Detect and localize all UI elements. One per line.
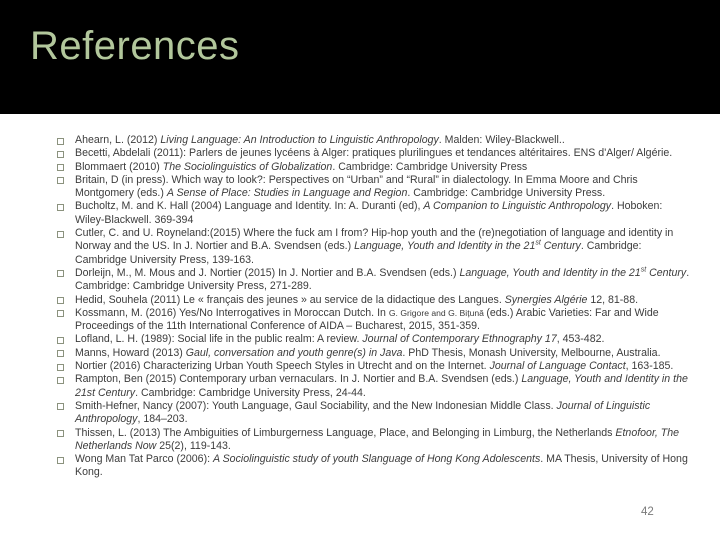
reference-text: Blommaert (2010) The Sociolinguistics of Globalization. Cambridge: Cambridge University Press	[75, 160, 528, 173]
bullet-square-icon	[57, 177, 64, 184]
reference-text: Lofland, L. H. (1989): Social life in the public realm: A review. Journal of Contemporary Ethnography 17, 453-482.	[75, 333, 605, 346]
bullet-square-icon	[57, 310, 64, 317]
bullet-square-icon	[57, 231, 64, 238]
reference-text: Manns, Howard (2013) Gaul, conversation and youth genre(s) in Java. PhD Thesis, Monash University, Melbourne, Australia.	[75, 346, 661, 359]
bullet-square-icon	[57, 151, 64, 158]
reference-item	[57, 267, 693, 294]
reference-item	[57, 307, 693, 334]
reference-text: Ahearn, L. (2012) Living Language: An Introduction to Linguistic Anthropology. Malden: Wiley-Blackwell..	[75, 134, 565, 146]
reference-text: Bucholtz, M. and K. Hall (2004) Language and Identity. In: A. Duranti (ed), A Companion to Linguistic Anthropology. Hoboken: Wiley-Blackwell. 369-394	[75, 200, 663, 226]
references-list	[57, 134, 693, 480]
slide-title: References	[30, 24, 240, 68]
bullet-square-icon	[57, 377, 64, 384]
page-number: 42	[641, 506, 654, 518]
reference-text: Cutler, C. and U. Royneland:(2015) Where the fuck am I from? Hip-hop youth and the (re)negotiation of language and identity in Norway and the US. In J. Nortier and B.A. Svendsen (eds.) Language, Youth and Identity in the 21st Century. Cambridge: Cambridge University Press, 139-163.	[75, 227, 674, 266]
reference-item	[57, 134, 693, 147]
slide-body	[57, 134, 693, 480]
reference-text: Becetti, Abdelali (2011): Parlers de jeunes lycéens à Alger: pratiques plurilingues et tendances altéritaires. ENS d'Alger/ Algérie.	[75, 147, 673, 160]
reference-item	[57, 227, 693, 267]
reference-item	[57, 333, 693, 346]
slide-header-band	[0, 0, 720, 114]
reference-text: Kossmann, M. (2016) Yes/No Interrogatives in Moroccan Dutch. In G. Grigore and G. Bițună (eds.) Arabic Varieties: Far and Wide Proceedings of the 11th International Conference of AIDA – Bucharest, 2015, 351-359.	[75, 306, 659, 333]
reference-text: Rampton, Ben (2015) Contemporary urban vernaculars. In J. Nortier and B.A. Svendsen (eds.) Language, Youth and Identity in the 21st Century. Cambridge: Cambridge University Press, 24-44.	[75, 373, 688, 399]
bullet-square-icon	[57, 270, 64, 277]
bullet-square-icon	[57, 297, 64, 304]
reference-item	[57, 161, 693, 174]
reference-text: Hedid, Souhela (2011) Le « français des jeunes » au service de la didactique des Langues. Synergies Algérie 12, 81-88.	[75, 293, 639, 306]
reference-item	[57, 453, 693, 480]
reference-item	[57, 147, 693, 160]
reference-text: Thissen, L. (2013) The Ambiguities of Limburgerness Language, Place, and Belonging in Limburg, the Netherlands Etnofoor, The Netherlands Now 25(2), 119-143.	[75, 426, 680, 452]
reference-item	[57, 427, 693, 454]
reference-item	[57, 400, 693, 427]
reference-item	[57, 373, 693, 400]
reference-item	[57, 360, 693, 373]
bullet-square-icon	[57, 364, 64, 371]
bullet-square-icon	[57, 457, 64, 464]
reference-text: Nortier (2016) Characterizing Urban Youth Speech Styles in Utrecht and on the Internet. Journal of Language Contact, 163-185.	[75, 360, 674, 373]
bullet-square-icon	[57, 403, 64, 410]
reference-item	[57, 347, 693, 360]
bullet-square-icon	[57, 138, 64, 145]
reference-item	[57, 200, 693, 227]
reference-item	[57, 294, 693, 307]
bullet-square-icon	[57, 164, 64, 171]
bullet-square-icon	[57, 430, 64, 437]
reference-text: Smith-Hefner, Nancy (2007): Youth Language, Gaul Sociability, and the New Indonesian Middle Class. Journal of Linguistic Anthropology, 184–203.	[75, 399, 651, 426]
bullet-square-icon	[57, 204, 64, 211]
reference-text: Dorleijn, M., M. Mous and J. Nortier (2015) In J. Nortier and B.A. Svendsen (eds.) Language, Youth and Identity in the 21st Century. Cambridge: Cambridge University Press, 271-289.	[75, 266, 690, 293]
bullet-square-icon	[57, 350, 64, 357]
reference-text: Wong Man Tat Parco (2006): A Sociolinguistic study of youth Slanguage of Hong Kong Adolescents. MA Thesis, University of Hong Kong.	[75, 453, 688, 479]
reference-text: Britain, D (in press). Which way to look?: Perspectives on “Urban” and “Rural” in dialectology. In Emma Moore and Chris Montgomery (eds.) A Sense of Place: Studies in Language and Region. Cambridge: Cambridge University Press.	[75, 173, 638, 200]
bullet-square-icon	[57, 337, 64, 344]
reference-item	[57, 174, 693, 201]
